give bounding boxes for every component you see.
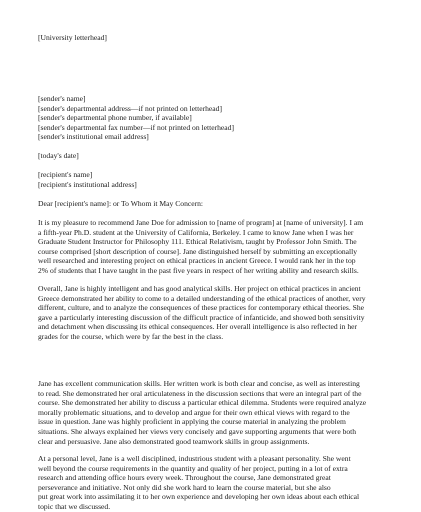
body-paragraph-4: At a personal level, Jane is a well disciplined, industrious student with a pleasant personality. She went well beyond the course requirements in the quantity and quality of her project, putting in a lot of extra research and attending office hours every week. Throughout the course, Jane demonstrated great perseverance and initiative. Not only did she work hard to learn the course material, but she also put great work into assimilating it to her own experience and developing her own ideas about each ethical topic that we discussed. [38,454,360,511]
body-paragraph-3: Jane has excellent communication skills. Her written work is both clear and concise, as well as interesting to read. She demonstrated her oral articulateness in the discussion sections that were an integral part of the course. She demonstrated her ability to discuss a particular ethical dilemma. Students were required analyze morally problematic situations, and to develop and argue for their own ethical views with regard to the issue in question. Jane was highly proficient in applying the course material in analyzing the problem situations. She always explained her views very concisely and gave supporting arguments that were both clear and persuasive. Jane also demonstrated good teamwork skills in group assignments. [38,379,367,446]
date-placeholder: [today's date] [38,151,79,160]
body-paragraph-1: It is my pleasure to recommend Jane Doe for admission to [name of program] at [name of university]. I am a fifth-year Ph.D. student at the University of California, Berkeley. I came to know Jane when I was her Graduate Student Instructor for Philosophy 111. Ethical Relativism, taught by Professor John Smith. The course comprised [short description of course]. Jane distinguished herself by submitting an exceptionally well researched and interesting project on ethical practices in ancient Greece. I would rank her in the top 2% of students that I have taught in the past five years in respect of her writing ability and research skills. [38,218,364,275]
body-paragraph-2: Overall, Jane is highly intelligent and has good analytical skills. Her project on ethical practices in ancient Greece demonstrated her ability to come to a detailed understanding of the ethical practices of another, very different, culture, and to analyze the consequences of these practices for contemporary ethical theories. She gave a particularly interesting discussion of the difficult practice of infanticide, and showed both sensitivity and detachment when discussing its ethical consequences. Her overall intelligence is also reflected in her grades for the course, which were by far the best in the class. [38,284,366,341]
recipient-address-block: [recipient's name] [recipient's institutional address] [38,170,137,189]
salutation: Dear [recipient's name]: or To Whom it May Concern: [38,199,204,208]
sender-address-block: [sender's name] [sender's departmental address—if not printed on letterhead] [sender's departmental phone number, if available] [sender's departmental fax number—if not printed on letterhead] [sender's institutional email address] [38,94,234,142]
letterhead-placeholder: [University letterhead] [38,33,107,42]
